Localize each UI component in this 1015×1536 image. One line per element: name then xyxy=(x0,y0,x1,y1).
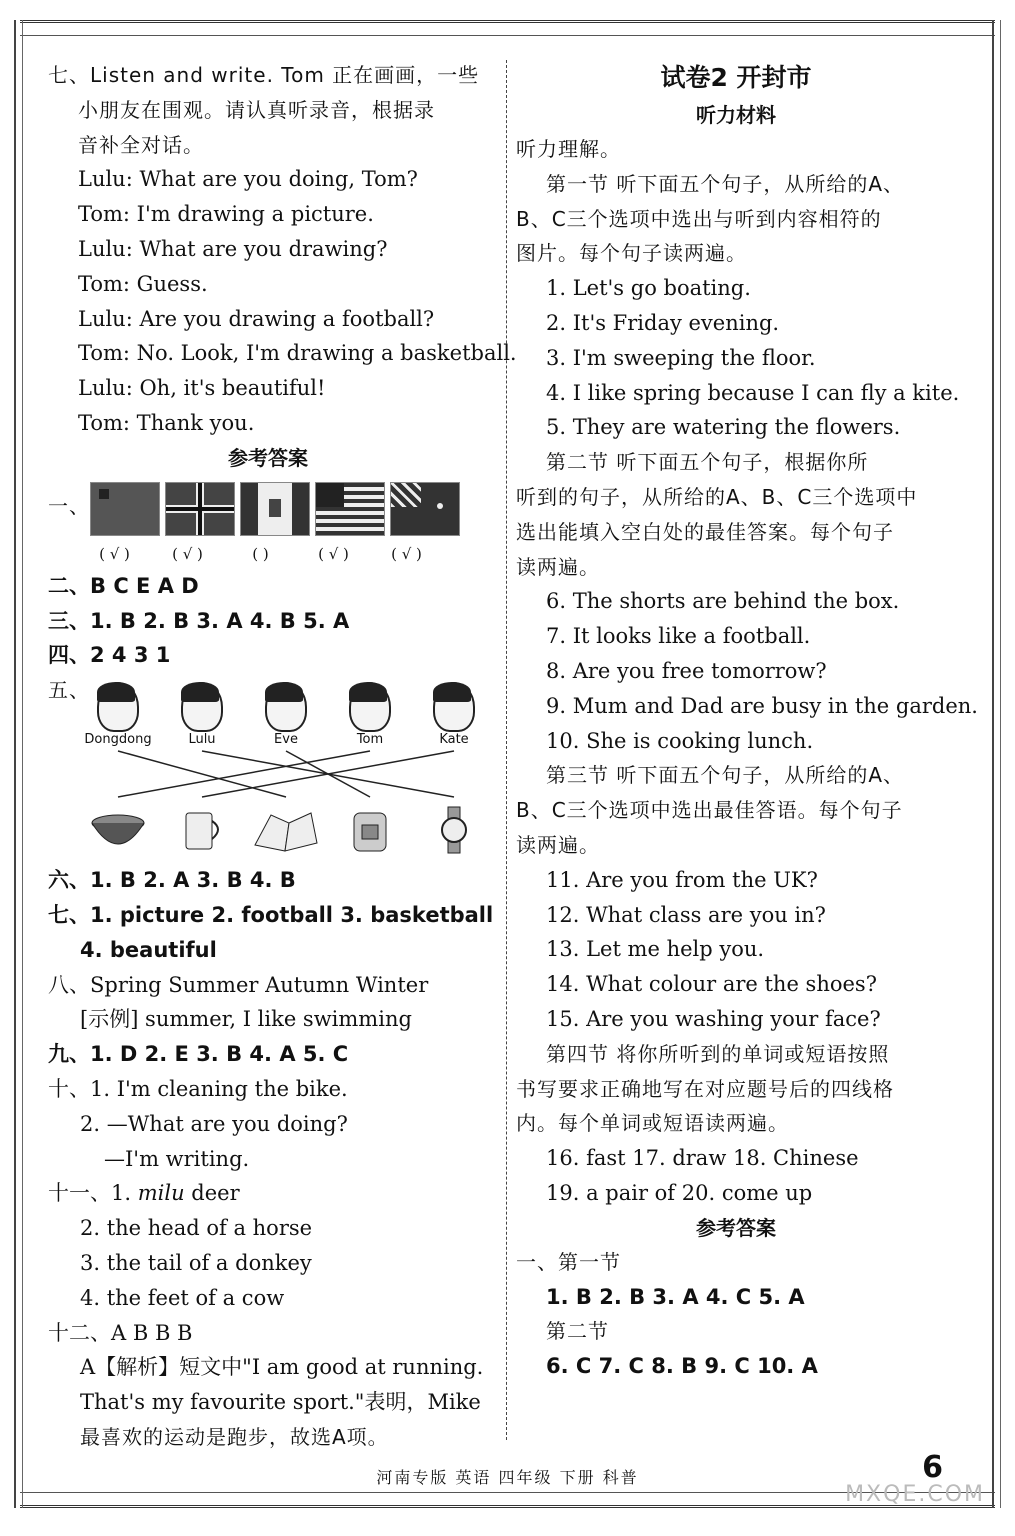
answer-12-explanation: 最喜欢的运动是跑步，故选A项。 xyxy=(80,1424,389,1449)
page-number: 6 xyxy=(922,1450,943,1485)
sentence-item: 5. They are watering the flowers. xyxy=(546,415,901,440)
answer-8: 八、Spring Summer Autumn Winter xyxy=(48,972,429,997)
kid-eve: Eve xyxy=(244,682,328,747)
section-3-instructions: B、C三个选项中选出最佳答语。每个句子 xyxy=(516,798,903,823)
sentence-item: 9. Mum and Dad are busy in the garden. xyxy=(546,693,978,718)
dialogue-line: Tom: No. Look, I'm drawing a basketball. xyxy=(78,341,517,366)
answer-2: 二、B C E A D xyxy=(48,573,199,598)
sentence-item: 10. She is cooking lunch. xyxy=(546,728,814,753)
watermark: MXQE.COM xyxy=(845,1482,985,1507)
answer-10-3: —I'm writing. xyxy=(104,1146,250,1171)
book-icon xyxy=(244,805,328,855)
boy-face-icon xyxy=(97,682,139,732)
basket-icon xyxy=(76,805,160,855)
sentence-item: 4. I like spring because I can fly a kite. xyxy=(546,380,960,405)
matching-exercise xyxy=(48,673,488,863)
section-3-instructions: 第三节 听下面五个句子，从所给的A、 xyxy=(546,763,905,788)
listening-comprehension: 听力理解。 xyxy=(516,137,621,161)
answer-7: 七、1. picture 2. football 3. basketball xyxy=(48,902,494,927)
answer-10-2: 2. —What are you doing? xyxy=(80,1111,348,1136)
girl-face-icon xyxy=(433,682,475,732)
sentence-item: 7. It looks like a football. xyxy=(546,624,811,649)
paper-title: 试卷2 开封市 xyxy=(660,63,812,92)
answer-section-1: 一、第一节 xyxy=(516,1249,621,1274)
word-items: 19. a pair of 20. come up xyxy=(546,1180,813,1205)
dialogue-line: Lulu: What are you doing, Tom? xyxy=(78,167,418,192)
listening-material-heading: 听力材料 xyxy=(696,103,776,127)
answer-12: 十二、A B B B xyxy=(48,1320,193,1345)
sentence-item: 2. It's Friday evening. xyxy=(546,310,780,335)
flag-row xyxy=(90,479,465,539)
right-column xyxy=(516,58,978,1384)
answer-10: 十、1. I'm cleaning the bike. xyxy=(48,1076,348,1101)
dialogue-line: Lulu: Oh, it's beautiful! xyxy=(78,376,326,401)
answer-5-label: 五、 xyxy=(48,678,90,703)
section-1-instructions: 图片。每个句子读两遍。 xyxy=(516,241,747,266)
dialogue-line: Tom: Guess. xyxy=(78,271,208,296)
sentence-item: 1. Let's go boating. xyxy=(546,276,751,301)
answer-line: 1. B 2. B 3. A 4. C 5. A xyxy=(546,1284,805,1309)
column-divider xyxy=(506,60,507,1440)
q7-heading-cont: 小朋友在围观。请认真听录音，根据录 xyxy=(78,97,435,122)
sentence-item: 8. Are you free tomorrow? xyxy=(546,658,827,683)
boy-face-icon xyxy=(349,682,391,732)
dialogue-line: Tom: I'm drawing a picture. xyxy=(78,202,374,227)
sentence-item: 6. The shorts are behind the box. xyxy=(546,589,900,614)
section-2-instructions: 选出能填入空白处的最佳答案。每个句子 xyxy=(516,519,894,544)
answer-4: 四、2 4 3 1 xyxy=(48,643,171,668)
kid-lulu: Lulu xyxy=(160,682,244,747)
kid-dongdong: Dongdong xyxy=(76,682,160,747)
sentence-item: 3. I'm sweeping the floor. xyxy=(546,345,816,370)
answer-line: 6. C 7. C 8. B 9. C 10. A xyxy=(546,1354,818,1379)
section-2-instructions: 第二节 听下面五个句子，根据你所 xyxy=(546,450,869,475)
right-border xyxy=(992,20,1001,1508)
section-4-instructions: 内。每个单词或短语读两遍。 xyxy=(516,1111,789,1136)
answer-3: 三、1. B 2. B 3. A 4. B 5. A xyxy=(48,608,350,633)
sentence-item: 15. Are you washing your face? xyxy=(546,1006,881,1031)
answer-11-4: 4. the feet of a cow xyxy=(80,1285,285,1310)
dialogue-line: Lulu: What are you drawing? xyxy=(78,236,388,261)
check-mark: ( √ ) xyxy=(172,544,203,563)
word-items: 16. fast 17. draw 18. Chinese xyxy=(546,1146,859,1171)
left-column xyxy=(48,58,517,1455)
kid-kate: Kate xyxy=(412,682,496,747)
section-3-instructions: 读两遍。 xyxy=(516,832,600,857)
answer-12-explanation: A【解析】短文中"I am good at running. xyxy=(80,1355,484,1380)
section-4-instructions: 第四节 将你所听到的单词或短语按照 xyxy=(546,1041,890,1066)
answer-7-cont: 4. beautiful xyxy=(80,937,217,962)
footer: 河南专版 英语 四年级 下册 科普 xyxy=(376,1468,639,1487)
answers-title: 参考答案 xyxy=(228,445,308,470)
sentence-item: 13. Let me help you. xyxy=(546,937,765,962)
girl-face-icon xyxy=(265,682,307,732)
sentence-item: 11. Are you from the UK? xyxy=(546,867,818,892)
sentence-item: 14. What colour are the shoes? xyxy=(546,972,877,997)
answer-11-3: 3. the tail of a donkey xyxy=(80,1250,312,1275)
section-2-instructions: 听到的句子，从所给的A、B、C三个选项中 xyxy=(516,484,918,509)
answer-12-explanation: That's my favourite sport."表明，Mike xyxy=(80,1390,481,1415)
sentence-item: 12. What class are you in? xyxy=(546,902,826,927)
answer-6: 六、1. B 2. A 3. B 4. B xyxy=(48,868,296,893)
section-2-instructions: 读两遍。 xyxy=(516,554,600,579)
section-1-instructions: B、C三个选项中选出与听到内容相符的 xyxy=(516,206,882,231)
q7-heading-cont: 音补全对话。 xyxy=(78,132,204,157)
australia-flag-icon xyxy=(390,482,460,536)
answer-section-2: 第二节 xyxy=(546,1319,609,1344)
uk-flag-icon xyxy=(165,482,235,536)
canada-flag-icon xyxy=(240,482,310,536)
answer-8-example: [示例] summer, I like swimming xyxy=(80,1007,412,1032)
matching-lines xyxy=(76,749,496,799)
answer-1-label: 一、 xyxy=(48,494,90,519)
check-mark: ( √ ) xyxy=(318,544,349,563)
answer-11-2: 2. the head of a horse xyxy=(80,1216,313,1241)
answer-11-1: 十一、1. milu deer xyxy=(48,1181,240,1206)
schoolbag-icon xyxy=(328,805,412,855)
girl-face-icon xyxy=(181,682,223,732)
flag-checks xyxy=(48,539,488,569)
china-flag-icon xyxy=(90,482,160,536)
section-1-instructions: 第一节 听下面五个句子，从所给的A、 xyxy=(546,171,905,196)
left-border xyxy=(14,20,23,1508)
kid-tom: Tom xyxy=(328,682,412,747)
check-mark: ( √ ) xyxy=(391,544,422,563)
cup-icon xyxy=(160,805,244,855)
answer-9: 九、1. D 2. E 3. B 4. A 5. C xyxy=(48,1042,349,1067)
check-mark: ( ) xyxy=(252,544,269,563)
usa-flag-icon xyxy=(315,482,385,536)
objects-row xyxy=(76,795,496,865)
top-border xyxy=(20,20,995,36)
section-4-instructions: 书写要求正确地写在对应题号后的四线格 xyxy=(516,1076,894,1101)
dialogue-line: Tom: Thank you. xyxy=(78,410,255,435)
check-mark: ( √ ) xyxy=(99,544,130,563)
dialogue-line: Lulu: Are you drawing a football? xyxy=(78,306,435,331)
watch-icon xyxy=(412,805,496,855)
answers-title: 参考答案 xyxy=(696,1215,776,1240)
kids-row xyxy=(76,673,496,747)
q7-heading: 七、Listen and write. Tom 正在画画，一些 xyxy=(48,63,480,87)
